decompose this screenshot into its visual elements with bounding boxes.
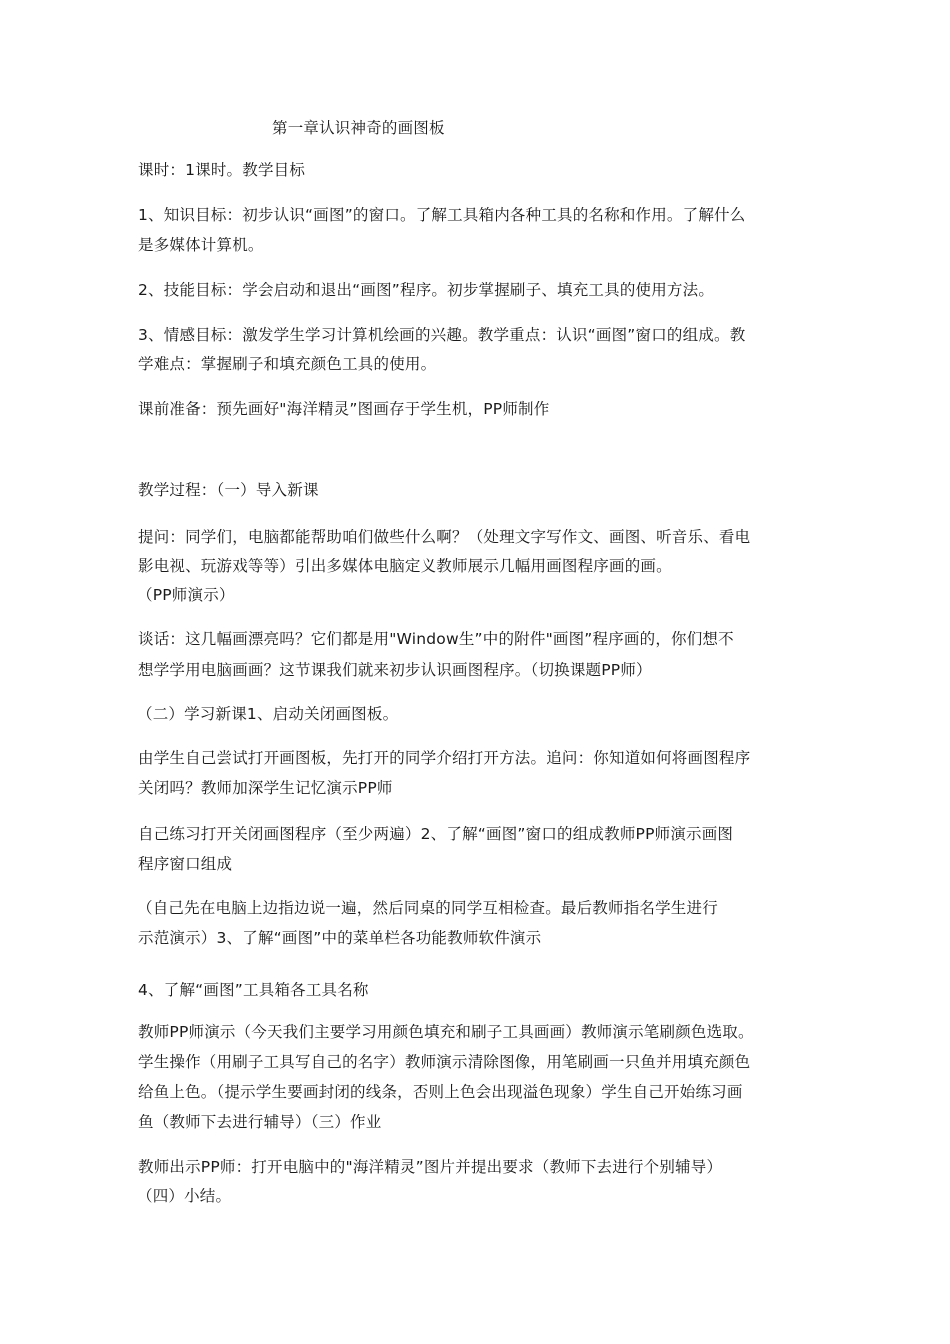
text-line: 提问：同学们，电脑都能帮助咱们做些什么啊？（处理文字写作文、画图、听音乐、看电 xyxy=(138,528,751,546)
text-line: （二）学习新课1、启动关闭画图板。 xyxy=(137,705,399,723)
text-line: （四）小结。 xyxy=(137,1187,232,1205)
text-line: 给鱼上色。（提示学生要画封闭的线条，否则上色会出现溢色现象）学生自己开始练习画 xyxy=(138,1083,743,1101)
text-line: （自己先在电脑上边指边说一遍，然后同桌的同学互相检查。最后教师指名学生进行 xyxy=(137,899,718,917)
text-line: 是多媒体计算机。 xyxy=(138,236,264,254)
text-line: 3、情感目标：激发学生学习计算机绘画的兴趣。教学重点：认识“画图”窗口的组成。教 xyxy=(138,326,746,344)
text-line: 教师PP师演示（今天我们主要学习用颜色填充和刷子工具画画）教师演示笔刷颜色选取。 xyxy=(138,1023,754,1041)
text-line: 关闭吗？教师加深学生记忆演示PP师 xyxy=(138,779,393,797)
text-line: 课前准备：预先画好"海洋精灵”图画存于学生机，PP师制作 xyxy=(138,400,550,418)
text-line: 影电视、玩游戏等等）引出多媒体电脑定义教师展示几幅用画图程序画的画。 xyxy=(138,557,672,575)
text-line: 自己练习打开关闭画图程序（至少两遍）2、了解“画图”窗口的组成教师PP师演示画图 xyxy=(138,825,734,843)
text-line: 1、知识目标：初步认识“画图”的窗口。了解工具箱内各种工具的名称和作用。了解什么 xyxy=(138,206,746,224)
text-line: 鱼（教师下去进行辅导）（三）作业 xyxy=(138,1113,382,1131)
text-line: 由学生自己尝试打开画图板，先打开的同学介绍打开方法。追问：你知道如何将画图程序 xyxy=(138,749,751,767)
text-line: 程序窗口组成 xyxy=(138,855,233,873)
document-title: 第一章认识神奇的画图板 xyxy=(272,119,445,137)
text-line: 课时：1课时。教学目标 xyxy=(138,161,306,179)
text-line: 示范演示）3、了解“画图”中的菜单栏各功能教师软件演示 xyxy=(138,929,542,947)
text-line: 想学学用电脑画画？这节课我们就来初步认识画图程序。（切换课题PP师） xyxy=(138,661,652,679)
text-line: 教师出示PP师：打开电脑中的"海洋精灵”图片并提出要求（教师下去进行个别辅导） xyxy=(138,1158,723,1176)
text-line: 教学过程：（一）导入新课 xyxy=(138,481,319,499)
text-line: 4、了解“画图”工具箱各工具名称 xyxy=(138,981,369,999)
text-line: 学难点：掌握刷子和填充颜色工具的使用。 xyxy=(138,355,437,373)
text-line: 学生操作（用刷子工具写自己的名字）教师演示清除图像，用笔刷画一只鱼并用填充颜色 xyxy=(138,1053,751,1071)
text-line: （PP师演示） xyxy=(137,586,235,604)
text-line: 2、技能目标：学会启动和退出“画图”程序。初步掌握刷子、填充工具的使用方法。 xyxy=(138,281,715,299)
text-line: 谈话：这几幅画漂亮吗？它们都是用"Window生”中的附件"画图”程序画的，你们想不 xyxy=(138,630,734,648)
